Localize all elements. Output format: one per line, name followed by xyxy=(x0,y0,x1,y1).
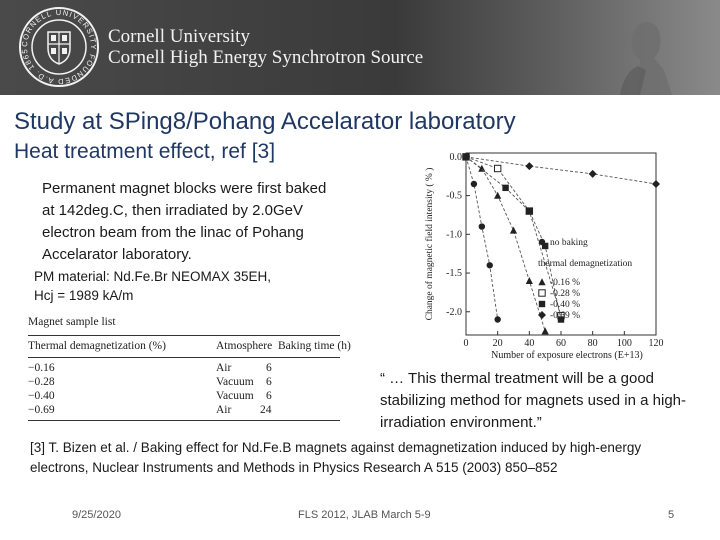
slide-title: Study at SPing8/Pohang Accelarator laboratory xyxy=(14,108,516,135)
quote-text: “ … This thermal treatment will be a good stabilizing method for magnets used in a high-irradiation environment.” xyxy=(380,370,687,431)
pm-coercivity-line: Hcj = 1989 kA/m xyxy=(34,288,134,303)
y-axis-label: Change of magnetic field intensity ( % ) xyxy=(425,167,435,321)
table-cell: 6 xyxy=(266,390,272,402)
data-point xyxy=(502,185,508,191)
x-axis-label: Number of exposure electrons (E+13) xyxy=(491,350,643,361)
legend-title: thermal demagnetization xyxy=(538,259,633,269)
pm-material xyxy=(34,267,324,305)
slide-header xyxy=(0,0,720,95)
series-line xyxy=(466,157,545,331)
x-tick-label: 40 xyxy=(524,338,535,349)
table-header-baking: Baking time (h) xyxy=(278,340,351,352)
data-point xyxy=(525,162,533,170)
legend-label: -0.16 % xyxy=(550,278,581,288)
legend-label: -0.40 % xyxy=(550,300,581,310)
x-tick-label: 100 xyxy=(616,338,632,349)
legend-marker xyxy=(539,290,545,296)
table-cell: 6 xyxy=(266,362,272,374)
y-tick-label: 0.0 xyxy=(449,151,462,163)
table-cell: −0.40 xyxy=(28,390,55,402)
table-cell: Air xyxy=(216,362,232,374)
x-tick-label: 60 xyxy=(556,338,566,349)
x-tick-label: 0 xyxy=(463,338,469,349)
table-cell: 24 xyxy=(260,404,272,416)
unit-name: Cornell High Energy Synchrotron Source xyxy=(108,47,424,68)
seal-text: CORNELL UNIVERSITY FOUNDED A.D. 1865 xyxy=(19,7,99,87)
table-bottom-rule xyxy=(28,420,340,421)
table-cell: −0.28 xyxy=(28,376,55,388)
table-cell: Vacuum xyxy=(216,376,254,388)
table-cell: Vacuum xyxy=(216,390,254,402)
legend-label: no baking xyxy=(550,238,588,248)
legend-label: -0.28 % xyxy=(550,289,581,299)
series-line xyxy=(466,157,561,320)
data-point xyxy=(542,327,549,334)
reference-text: [3] T. Bizen et al. / Baking effect for Nd.Fe.B magnets against demagnetization induced by high-energy electrons, Nuclear Instruments and Methods in Physics Research A 515 (2003) 850–852 xyxy=(30,440,642,475)
x-tick-label: 120 xyxy=(648,338,664,349)
x-tick-label: 20 xyxy=(492,338,503,349)
table-caption: Magnet sample list xyxy=(28,316,116,328)
demagnetization-chart xyxy=(418,145,668,363)
data-point xyxy=(652,180,660,188)
data-point xyxy=(471,181,477,187)
cornell-seal-logo xyxy=(18,6,100,88)
table-top-rule xyxy=(28,335,340,336)
y-tick-label: -1.5 xyxy=(446,268,462,280)
table-cell: 6 xyxy=(266,376,272,388)
x-tick-label: 80 xyxy=(587,338,598,349)
legend-marker xyxy=(539,301,545,307)
data-point xyxy=(589,170,597,178)
footer-date: 9/25/2020 xyxy=(72,509,121,521)
y-tick-label: -2.0 xyxy=(446,306,462,318)
data-point xyxy=(510,227,517,234)
y-tick-label: -0.5 xyxy=(446,190,462,202)
footer-page-number: 5 xyxy=(668,509,675,521)
body-paragraph: Permanent magnet blocks were first baked at 142deg.C, then irradiated by 2.0GeV electron beam from the linac of Pohang Accelarator laboratory. xyxy=(42,180,327,263)
data-point xyxy=(494,192,501,199)
legend-marker xyxy=(538,278,545,285)
series-line xyxy=(466,157,561,316)
series-line xyxy=(466,157,498,320)
pm-material-line: PM material: Nd.Fe.Br NEOMAX 35EH, xyxy=(34,269,272,284)
data-point xyxy=(487,262,493,268)
slide-subtitle: Heat treatment effect, ref [3] xyxy=(14,140,276,163)
footer-event: FLS 2012, JLAB March 5-9 xyxy=(298,509,431,521)
data-point xyxy=(526,208,532,214)
table-cell: Air xyxy=(216,404,232,416)
table-header-atmosphere: Atmosphere xyxy=(216,340,273,352)
legend-marker xyxy=(539,239,545,245)
table-cell: −0.69 xyxy=(28,404,55,416)
magnet-sample-table xyxy=(28,316,351,426)
table-cell: −0.16 xyxy=(28,362,55,374)
y-tick-label: -1.0 xyxy=(446,229,462,241)
data-point xyxy=(494,316,500,322)
table-header-rule xyxy=(28,357,340,358)
university-name: Cornell University xyxy=(108,26,250,47)
data-point xyxy=(478,165,485,172)
table-header-demag: Thermal demagnetization (%) xyxy=(28,340,166,352)
data-point xyxy=(526,277,533,284)
data-point xyxy=(479,223,485,229)
legend-label: -0.69 % xyxy=(550,311,581,321)
statue-silhouette xyxy=(560,0,720,95)
data-point xyxy=(494,165,500,171)
